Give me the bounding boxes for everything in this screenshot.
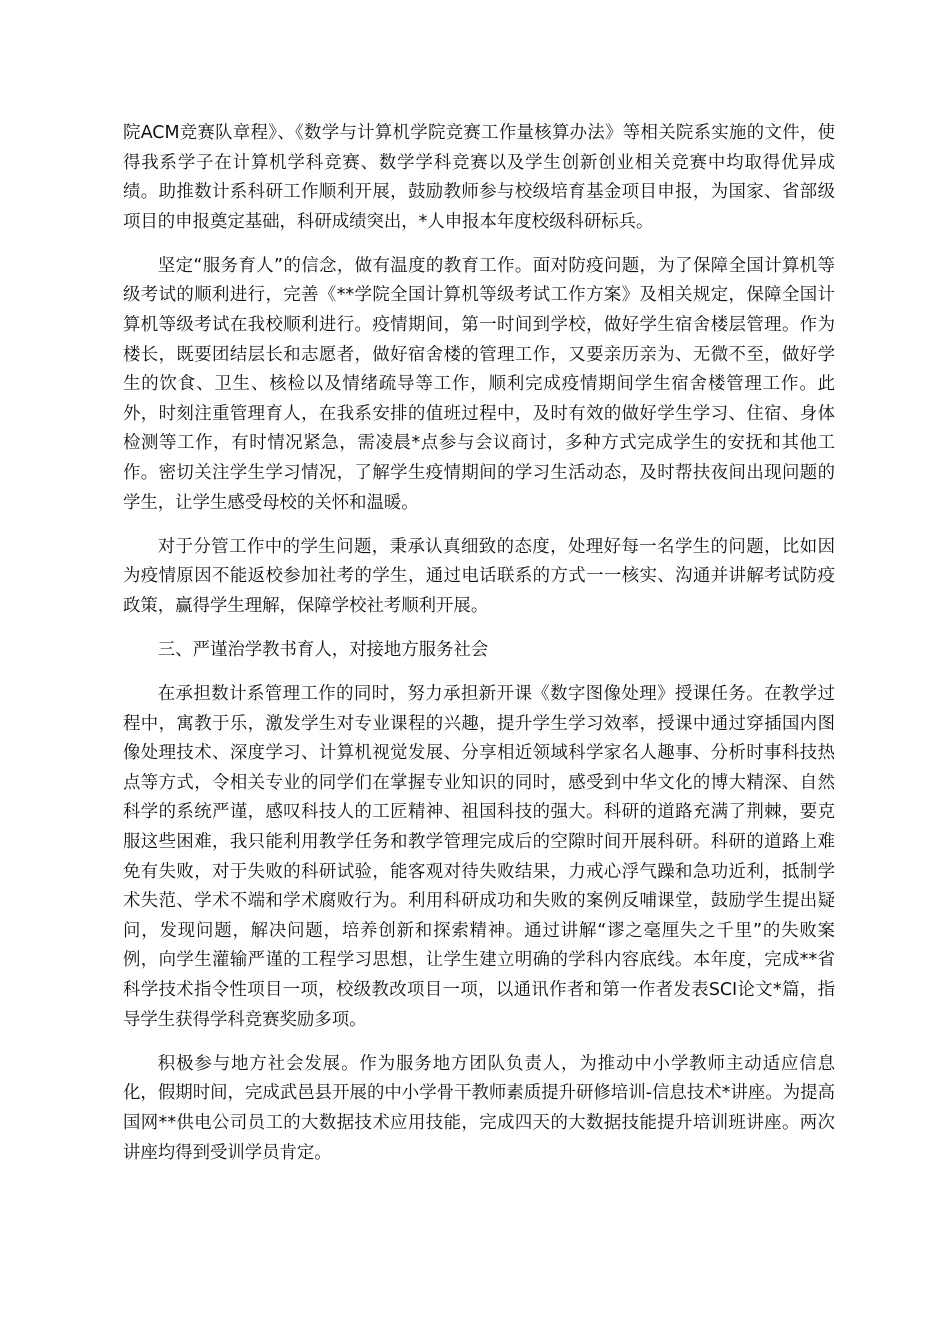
section-heading-three: 三、严谨治学教书育人，对接地方服务社会 <box>157 640 489 660</box>
paragraph-student-issues: 对于分管工作中的学生问题，秉承认真细致的态度，处理好每一名学生的问题，比如因为疫情原因不能返校参加社考的学生，通过电话联系的方式一一核实、沟通并讲解考试防疫政策，赢得学生理解，保障学校社考顺利开展。 <box>123 536 835 616</box>
document-body <box>123 119 835 1183</box>
paragraph-local-service: 积极参与地方社会发展。作为服务地方团队负责人，为推动中小学教师主动适应信息化，假期时间，完成武邑县开展的中小学骨干教师素质提升研修培训-信息技术*讲座。为提高国网**供电公司员工的大数据技术应用技能，完成四天的大数据技能提升培训班讲座。两次讲座均得到受训学员肯定。 <box>123 1053 835 1163</box>
paragraph-competition-rules: 院ACM竞赛队章程》、《数学与计算机学院竞赛工作量核算办法》等相关院系实施的文件，使得我系学子在计算机学科竞赛、数学学科竞赛以及学生创新创业相关竞赛中均取得优异成绩。助推数计系科研工作顺利开展，鼓励教师参与校级培育基金项目申报，为国家、省部级项目的申报奠定基础，科研成绩突出，*人申报本年度校级科研标兵。 <box>123 123 835 232</box>
paragraph-service-education: 坚定“服务育人”的信念，做有温度的教育工作。面对防疫问题，为了保障全国计算机等级考试的顺利进行，完善《**学院全国计算机等级考试工作方案》及相关规定，保障全国计算机等级考试在我校顺利进行。疫情期间，第一时间到学校，做好学生宿舍楼层管理。作为楼长，既要团结层长和志愿者，做好宿舍楼的管理工作，又要亲历亲为、无微不至，做好学生的饮食、卫生、核检以及情绪疏导等工作，顺利完成疫情期间学生宿舍楼管理工作。此外，时刻注重管理育人，在我系安排的值班过程中，及时有效的做好学生学习、住宿、身体检测等工作，有时情况紧急，需凌晨*点参与会议商讨，多种方式完成学生的安抚和其他工作。密切关注学生学习情况，了解学生疫情期间的学习生活动态，及时帮扶夜间出现问题的学生，让学生感受母校的关怀和温暖。 <box>123 255 835 513</box>
paragraph-teaching-research: 在承担数计系管理工作的同时，努力承担新开课《数字图像处理》授课任务。在教学过程中，寓教于乐，激发学生对专业课程的兴趣，提升学生学习效率，授课中通过穿插国内图像处理技术、深度学习、计算机视觉发展、分享相近领域科学家名人趣事、分析时事科技热点等方式，令相关专业的同学们在掌握专业知识的同时，感受到中华文化的博大精深、自然科学的系统严谨，感叹科技人的工匠精神、祖国科技的强大。科研的道路充满了荆棘，要克服这些困难，我只能利用教学任务和教学管理完成后的空隙时间开展科研。科研的道路上难免有失败，对于失败的科研试验，能客观对待失败结果，力戒心浮气躁和急功近利，抵制学术失范、学术不端和学术腐败行为。利用科研成功和失败的案例反哺课堂，鼓励学生提出疑问，发现问题，解决问题，培养创新和探索精神。通过讲解“谬之毫厘失之千里”的失败案例，向学生灌输严谨的工程学习思想，让学生建立明确的学科内容底线。本年度，完成**省科学技术指令性项目一项，校级教改项目一项，以通讯作者和第一作者发表SCI论文*篇，指导学生获得学科竞赛奖励多项。 <box>123 684 835 1030</box>
